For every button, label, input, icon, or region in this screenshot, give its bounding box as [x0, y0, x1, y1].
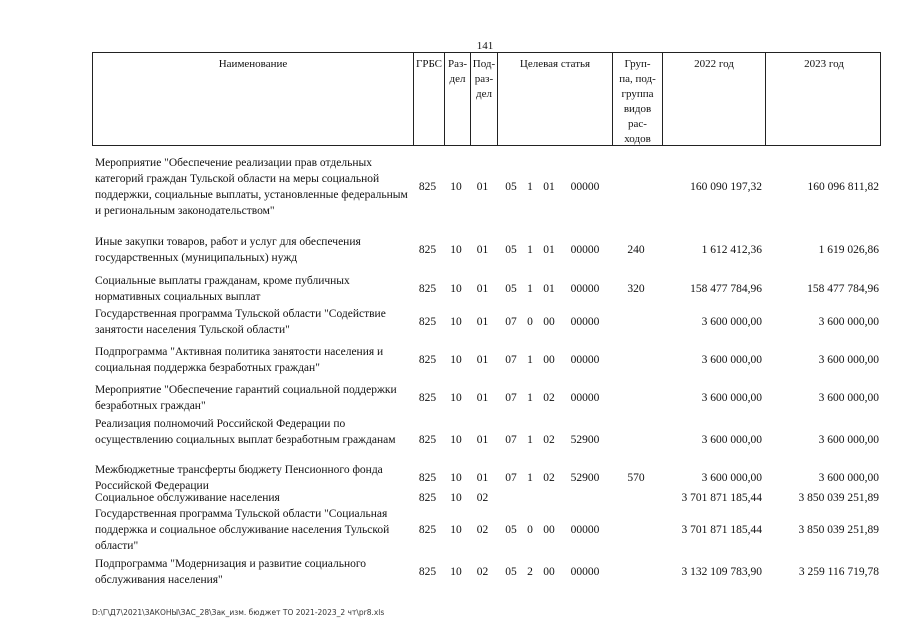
amount-2022-cell: 3 600 000,00: [701, 472, 762, 484]
amount-2022-cell: 158 477 784,96: [690, 283, 762, 295]
target-measure-cell: 00: [543, 566, 555, 578]
row-name: Государственная программа Тульской области "Содействие занятости населения Тульской области": [95, 308, 386, 336]
grbs-cell: 825: [418, 354, 437, 366]
row-name: Мероприятие "Обеспечение реализации прав отдельных категорий граждан Тульской области на меры социальной поддержки, социальные выплаты, установленные федеральным и региональным законодательством": [95, 157, 408, 217]
amount-2023-cell: 1 619 026,86: [818, 244, 879, 256]
table-row: [92, 416, 881, 464]
target-direction-cell: 52900: [570, 472, 600, 484]
amount-2023-cell: 3 850 039 251,89: [798, 492, 879, 504]
row-name: Социальные выплаты гражданам, кроме публичных нормативных социальных выплат: [95, 275, 350, 303]
amount-2022-cell: 3 600 000,00: [701, 354, 762, 366]
expense-group-cell: 240: [627, 244, 645, 256]
table-row: [92, 234, 881, 266]
target-direction-cell: 00000: [570, 354, 600, 366]
target-subprogram-cell: 2: [527, 566, 533, 578]
razdel-cell: 10: [450, 524, 462, 536]
row-name: Иные закупки товаров, работ и услуг для обеспечения государственных (муниципальных) нужд: [95, 236, 361, 264]
amount-2022-cell: 3 701 871 185,44: [681, 524, 762, 536]
target-measure-cell: 02: [543, 472, 555, 484]
target-direction-cell: 00000: [570, 181, 600, 193]
target-program-cell: 05: [505, 566, 517, 578]
table-header: [92, 52, 881, 146]
target-subprogram-cell: 1: [527, 472, 533, 484]
target-measure-cell: 00: [543, 316, 555, 328]
header-group: Груп- па, под- группа видов рас- ходов: [612, 53, 662, 145]
table-row: [92, 490, 881, 506]
table-row: [92, 556, 881, 588]
target-subprogram-cell: 1: [527, 392, 533, 404]
razdel-cell: 10: [450, 492, 462, 504]
podrazdel-cell: 01: [476, 283, 489, 295]
amount-2022-cell: 3 701 871 185,44: [681, 492, 762, 504]
amount-2023-cell: 158 477 784,96: [807, 283, 879, 295]
podrazdel-cell: 02: [476, 524, 489, 536]
amount-2023-cell: 3 600 000,00: [818, 434, 879, 446]
razdel-cell: 10: [450, 316, 462, 328]
row-name: Реализация полномочий Российской Федерации по осуществлению социальных выплат безработным гражданам: [95, 418, 396, 446]
podrazdel-cell: 01: [476, 434, 489, 446]
target-measure-cell: 01: [543, 181, 555, 193]
grbs-cell: 825: [418, 316, 437, 328]
amount-2022-cell: 1 612 412,36: [701, 244, 762, 256]
target-direction-cell: 00000: [570, 244, 600, 256]
grbs-cell: 825: [418, 283, 437, 295]
target-program-cell: 07: [505, 472, 517, 484]
amount-2022-cell: 3 600 000,00: [701, 316, 762, 328]
podrazdel-cell: 01: [476, 472, 489, 484]
target-measure-cell: 02: [543, 434, 555, 446]
expense-group-cell: 570: [627, 472, 645, 484]
row-name: Межбюджетные трансферты бюджету Пенсионного фонда Российской Федерации: [95, 464, 383, 492]
amount-2023-cell: 3 600 000,00: [818, 392, 879, 404]
podrazdel-cell: 01: [476, 354, 489, 366]
target-subprogram-cell: 1: [527, 244, 533, 256]
row-name: Мероприятие "Обеспечение гарантий социальной поддержки безработных граждан": [95, 384, 397, 412]
target-measure-cell: 00: [543, 354, 555, 366]
razdel-cell: 10: [450, 181, 462, 193]
razdel-cell: 10: [450, 434, 462, 446]
razdel-cell: 10: [450, 283, 462, 295]
target-program-cell: 07: [505, 392, 517, 404]
razdel-cell: 10: [450, 392, 462, 404]
podrazdel-cell: 02: [476, 492, 489, 504]
target-program-cell: 07: [505, 354, 517, 366]
header-razdel: Раз- дел: [444, 53, 470, 145]
amount-2023-cell: 3 600 000,00: [818, 472, 879, 484]
amount-2023-cell: 160 096 811,82: [807, 181, 879, 193]
amount-2022-cell: 3 132 109 783,90: [681, 566, 762, 578]
grbs-cell: 825: [418, 434, 437, 446]
target-direction-cell: 00000: [570, 283, 600, 295]
razdel-cell: 10: [450, 472, 462, 484]
target-program-cell: 05: [505, 524, 517, 536]
podrazdel-cell: 01: [476, 181, 489, 193]
target-direction-cell: 52900: [570, 434, 600, 446]
grbs-cell: 825: [418, 181, 437, 193]
amount-2023-cell: 3 850 039 251,89: [798, 524, 879, 536]
table-row: [92, 155, 881, 219]
target-program-cell: 07: [505, 434, 517, 446]
amount-2022-cell: 3 600 000,00: [701, 434, 762, 446]
header-podrazdel: Под- раз- дел: [470, 53, 497, 145]
table-row: [92, 382, 881, 414]
target-subprogram-cell: 1: [527, 283, 533, 295]
target-measure-cell: 01: [543, 244, 555, 256]
table-row: [92, 506, 881, 554]
amount-2023-cell: 3 600 000,00: [818, 354, 879, 366]
target-program-cell: 05: [505, 181, 517, 193]
target-direction-cell: 00000: [570, 524, 600, 536]
row-name: Подпрограмма "Модернизация и развитие социального обслуживания населения": [95, 558, 367, 586]
table-row: [92, 344, 881, 376]
grbs-cell: 825: [418, 472, 437, 484]
amount-2023-cell: 3 600 000,00: [818, 316, 879, 328]
page-number: 141: [476, 40, 494, 52]
target-subprogram-cell: 0: [527, 524, 533, 536]
podrazdel-cell: 01: [476, 316, 489, 328]
grbs-cell: 825: [418, 524, 437, 536]
target-subprogram-cell: 1: [527, 354, 533, 366]
header-2023: 2023 год: [765, 53, 882, 145]
row-name: Подпрограмма "Активная политика занятости населения и социальная поддержка безработных граждан": [95, 346, 384, 374]
target-subprogram-cell: 1: [527, 434, 533, 446]
table-row: [92, 273, 881, 305]
target-subprogram-cell: 0: [527, 316, 533, 328]
target-measure-cell: 02: [543, 392, 555, 404]
target-program-cell: 05: [505, 283, 517, 295]
target-direction-cell: 00000: [570, 566, 600, 578]
grbs-cell: 825: [418, 566, 437, 578]
header-grbs: ГРБС: [413, 53, 444, 145]
target-direction-cell: 00000: [570, 316, 600, 328]
target-subprogram-cell: 1: [527, 181, 533, 193]
target-measure-cell: 00: [543, 524, 555, 536]
header-2022: 2022 год: [662, 53, 765, 145]
target-program-cell: 05: [505, 244, 517, 256]
table-row: [92, 306, 881, 338]
row-name: Государственная программа Тульской области "Социальная поддержка и социальное обслуживание населения Тульской области": [95, 508, 390, 552]
razdel-cell: 10: [450, 244, 462, 256]
amount-2022-cell: 3 600 000,00: [701, 392, 762, 404]
amount-2023-cell: 3 259 116 719,78: [798, 566, 879, 578]
expense-group-cell: 320: [627, 283, 645, 295]
amount-2022-cell: 160 090 197,32: [690, 181, 762, 193]
header-target: Целевая статья: [497, 53, 612, 145]
grbs-cell: 825: [418, 492, 437, 504]
grbs-cell: 825: [418, 244, 437, 256]
grbs-cell: 825: [418, 392, 437, 404]
header-name: Наименование: [218, 58, 288, 70]
file-path-footer: D:\Г\Д7\2021\ЗАКОНЫ\ЗАС_28\Зак_изм. бюджет ТО 2021-2023_2 чт\pr8.xls: [92, 608, 385, 617]
podrazdel-cell: 01: [476, 244, 489, 256]
podrazdel-cell: 02: [476, 566, 489, 578]
target-program-cell: 07: [505, 316, 517, 328]
razdel-cell: 10: [450, 354, 462, 366]
row-name: Социальное обслуживание населения: [95, 492, 280, 504]
podrazdel-cell: 01: [476, 392, 489, 404]
target-measure-cell: 01: [543, 283, 555, 295]
razdel-cell: 10: [450, 566, 462, 578]
target-direction-cell: 00000: [570, 392, 600, 404]
